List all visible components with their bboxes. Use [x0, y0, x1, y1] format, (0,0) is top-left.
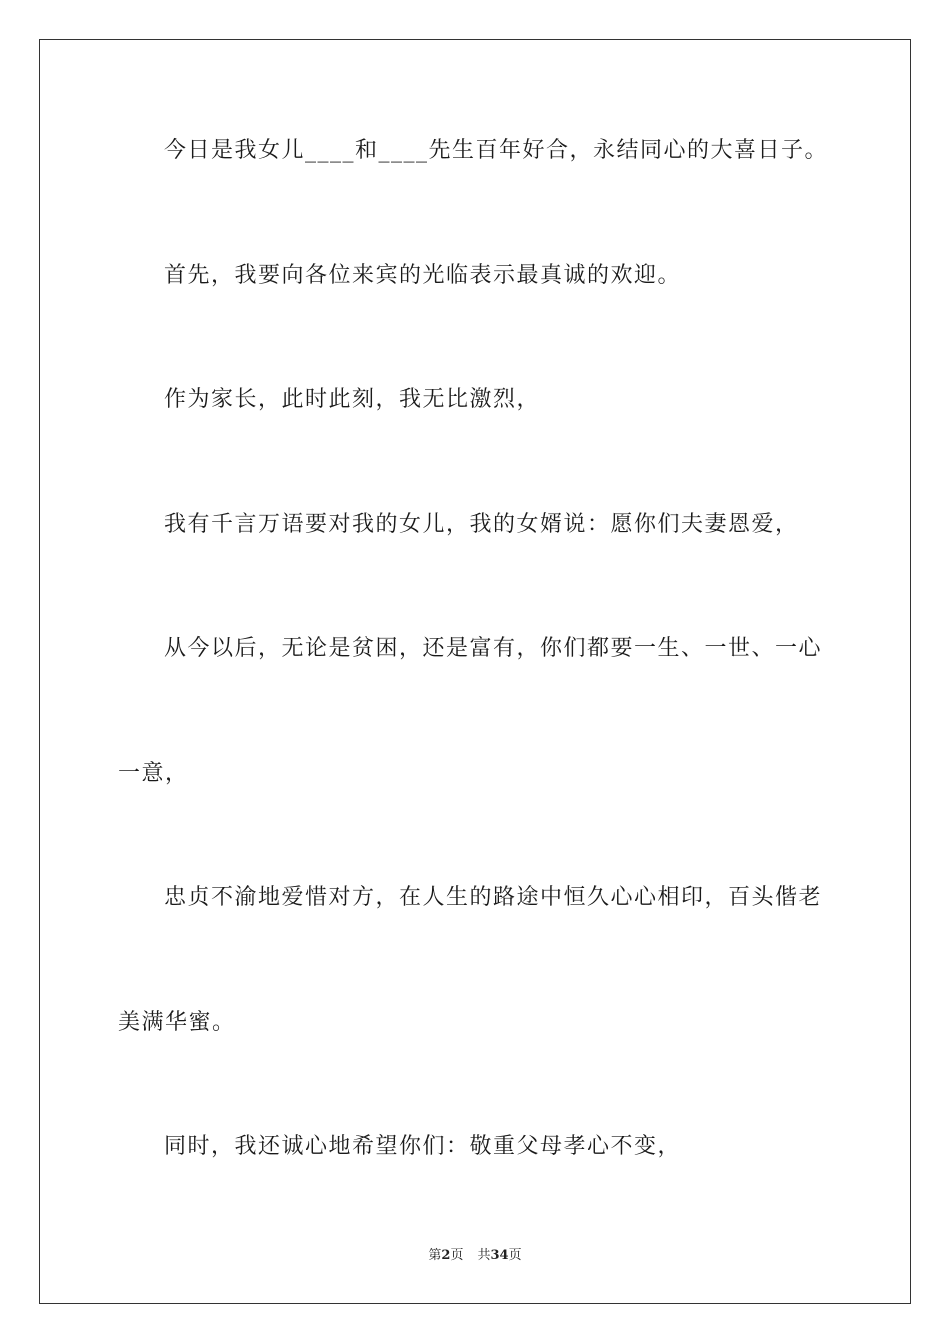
- paragraph-line-1: 今日是我女儿____和____先生百年好合，永结同心的大喜日子。: [164, 138, 829, 163]
- page-number: 2: [441, 1248, 451, 1263]
- total-prefix: 共: [477, 1248, 491, 1263]
- paragraph-line-9: 同时，我还诚心地希望你们：敬重父母孝心不变，: [164, 1134, 682, 1159]
- paragraph-line-3: 作为家长，此时此刻，我无比激烈，: [164, 387, 541, 412]
- paragraph-line-8: 美满华蜜。: [118, 1010, 236, 1035]
- page-suffix: 页: [450, 1248, 464, 1263]
- paragraph-line-4: 我有千言万语要对我的女儿，我的女婿说：愿你们夫妻恩爱，: [164, 512, 799, 537]
- paragraph-line-6: 一意，: [118, 761, 189, 786]
- paragraph-line-5: 从今以后，无论是贫困，还是富有，你们都要一生、一世、一心: [164, 636, 823, 661]
- page-prefix: 第: [428, 1248, 442, 1263]
- page-footer: [0, 1247, 950, 1265]
- total-suffix: 页: [508, 1248, 522, 1263]
- paragraph-line-7: 忠贞不渝地爱惜对方，在人生的路途中恒久心心相印，百头偕老: [164, 885, 823, 910]
- page-border: [39, 39, 911, 1304]
- paragraph-line-2: 首先，我要向各位来宾的光临表示最真诚的欢迎。: [164, 263, 682, 288]
- total-pages: 34: [490, 1248, 509, 1263]
